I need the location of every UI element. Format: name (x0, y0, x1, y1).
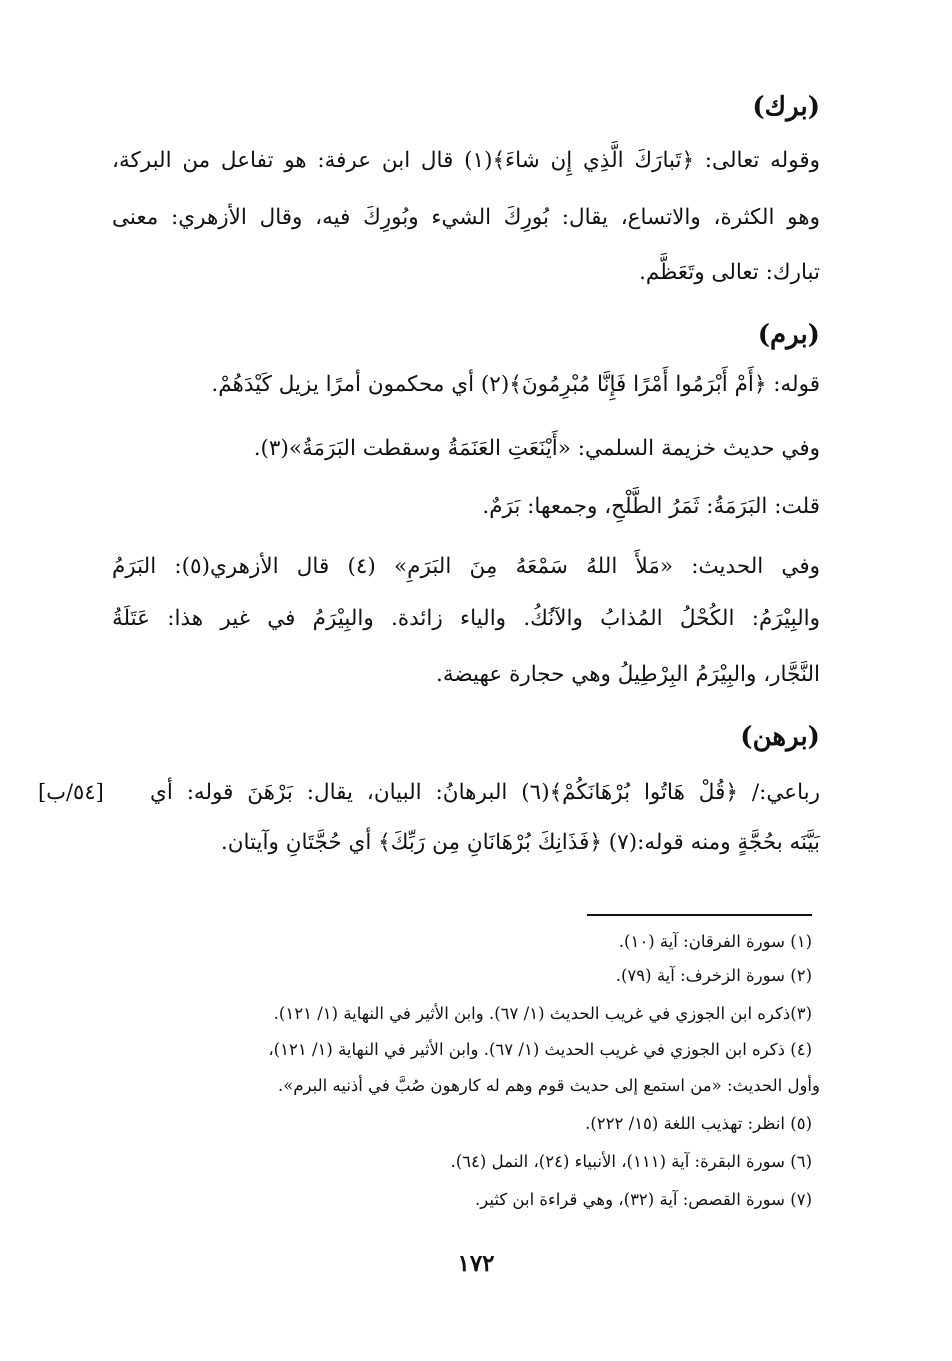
text-line: رباعي:/ ﴿قُلْ هَاتُوا بُرْهَانَكُمْ﴾(٦) البرهانُ: البيان، يقال: بَرْهَنَ قوله: أي (150, 780, 820, 805)
text-line: بَيَّنَه بحُجَّةٍ ومنه قوله:(٧) ﴿فَذَانِكَ بُرْهَانَانِ مِن رَبِّكَ﴾ أي حُجَّتَانِ وآيتان. (220, 830, 820, 855)
footnote-item: وأول الحديث: «من استمع إلى حديث قوم وهم له كارهون صُبَّ في أذنيه البرم». (278, 1076, 820, 1095)
footnote-item: (١) سورة الفرقان: آية (١٠). (618, 932, 812, 951)
footnote-item: (٧) سورة القصص: آية (٣٢)، وهي قراءة ابن كثير. (475, 1190, 812, 1209)
text-line: وفي الحديث: «مَلأَ اللهُ سَمْعَهُ مِنَ البَرَمِ» (٤) قال الأزهري(٥): البَرَمُ (112, 554, 820, 579)
footnote-item: (٢) سورة الزخرف: آية (٧٩). (615, 966, 812, 985)
section-heading-burk: (برك) (752, 92, 820, 122)
text-line: تبارك: تعالى وتَعَظَّم. (639, 260, 820, 285)
text-line: وهو الكثرة، والاتساع، يقال: بُورِكَ الشيء وبُورِكَ فيه، وقال الأزهري: معنى (112, 205, 820, 230)
footnote-item: (٣)ذكره ابن الجوزي في غريب الحديث (١/ ٦٧). وابن الأثير في النهاية (١/ ١٢١). (273, 1004, 812, 1023)
page-number: ١٧٢ (457, 1250, 495, 1277)
text-line: والبِيْرَمُ: الكُحْلُ المُذابُ والآنُكُ. والياء زائدة. والبِيْرَمُ في غير هذا: عَتَلَةُ (112, 606, 820, 631)
footnote-separator (587, 914, 812, 916)
section-heading-barm: (برم) (757, 320, 820, 350)
text-line: قوله: ﴿أَمْ أَبْرَمُوا أَمْرًا فَإِنَّا مُبْرِمُونَ﴾(٢) أي محكمون أمرًا يزيل كَيْدَهُمْ. (211, 372, 820, 397)
text-line: وفي حديث خزيمة السلمي: «أَيْنَعَتِ العَنَمَةُ وسقطت البَرَمَةُ»(٣). (253, 436, 820, 461)
text-line: النَّجَّار، والبِيْرَمُ البِرْطِيلُ وهي حجارة عهيضة. (436, 662, 820, 687)
text-line: وقوله تعالى: ﴿تَبارَكَ الَّذِي إِن شاءَ﴾(١) قال ابن عرفة: هو تفاعل من البركة، (112, 148, 821, 173)
text-line: قلت: البَرَمَةُ: ثَمَرُ الطَّلْحِ، وجمعها: بَرَمٌ. (482, 494, 820, 519)
footnote-item: (٦) سورة البقرة: آية (١١١)، الأنبياء (٢٤)، النمل (٦٤). (450, 1152, 812, 1171)
footnote-item: (٥) انظر: تهذيب اللغة (١٥/ ٢٢٢). (585, 1114, 812, 1133)
manuscript-folio-ref: [٥٤/ب] (38, 780, 104, 804)
footnote-item: (٤) ذكره ابن الجوزي في غريب الحديث (١/ ٦٧). وابن الأثير في النهاية (١/ ١٢١)، (268, 1040, 812, 1059)
section-heading-burhan: (برهن) (740, 722, 820, 752)
